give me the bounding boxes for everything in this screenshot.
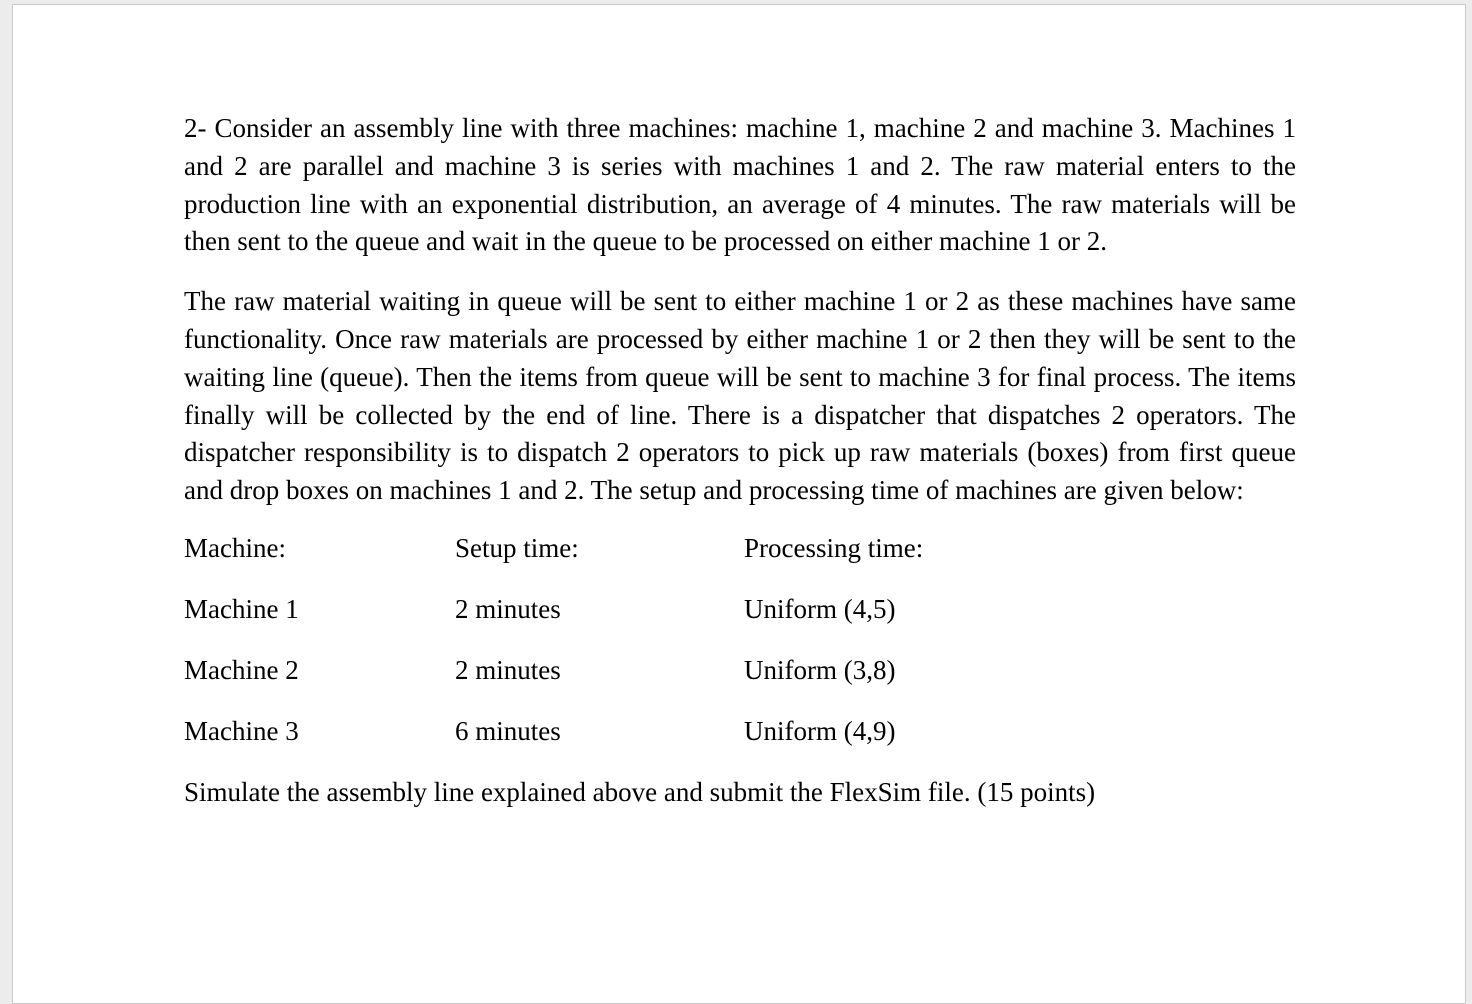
processing-time: Uniform (3,8) [744,654,896,685]
header-machine: Machine: [184,532,286,563]
table-row [184,713,1296,774]
machine-name: Machine 3 [184,715,299,746]
table-row [184,652,1296,713]
processing-time: Uniform (4,5) [744,593,896,624]
header-processing-time: Processing time: [744,532,924,563]
setup-time: 6 minutes [455,715,561,746]
setup-time: 2 minutes [455,593,561,624]
table-header-row [184,530,1296,591]
intro-paragraph: 2- Consider an assembly line with three machines: machine 1, machine 2 and machine 3. Machines 1 and 2 are parallel and machine 3 is series with machines 1 and 2. The raw material enters to the production line with an exponential distribution, an average of 4 minutes. The raw materials will be then sent to the queue and wait in the queue to be processed on either machine 1 or 2. [184,113,1296,257]
machine-name: Machine 1 [184,593,299,624]
document-page [12,4,1466,1004]
table-row [184,591,1296,652]
machine-name: Machine 2 [184,654,299,685]
processing-time: Uniform (4,9) [744,715,896,746]
setup-time: 2 minutes [455,654,561,685]
question-content [184,110,1296,812]
process-paragraph: The raw material waiting in queue will be sent to either machine 1 or 2 as these machines have same functionality. Once raw materials are processed by either machine 1 or 2 then they will be sent to the waiting line (queue). Then the items from queue will be sent to machine 3 for final process. The items finally will be collected by the end of line. There is a dispatcher that dispatches 2 operators. The dispatcher responsibility is to dispatch 2 operators to pick up raw materials (boxes) from first queue and drop boxes on machines 1 and 2. The setup and processing time of machines are given below: [184,286,1296,506]
closing-instruction: Simulate the assembly line explained above and submit the FlexSim file. (15 points) [184,776,1096,807]
header-setup-time: Setup time: [455,532,579,563]
machine-times-table [184,530,1296,774]
